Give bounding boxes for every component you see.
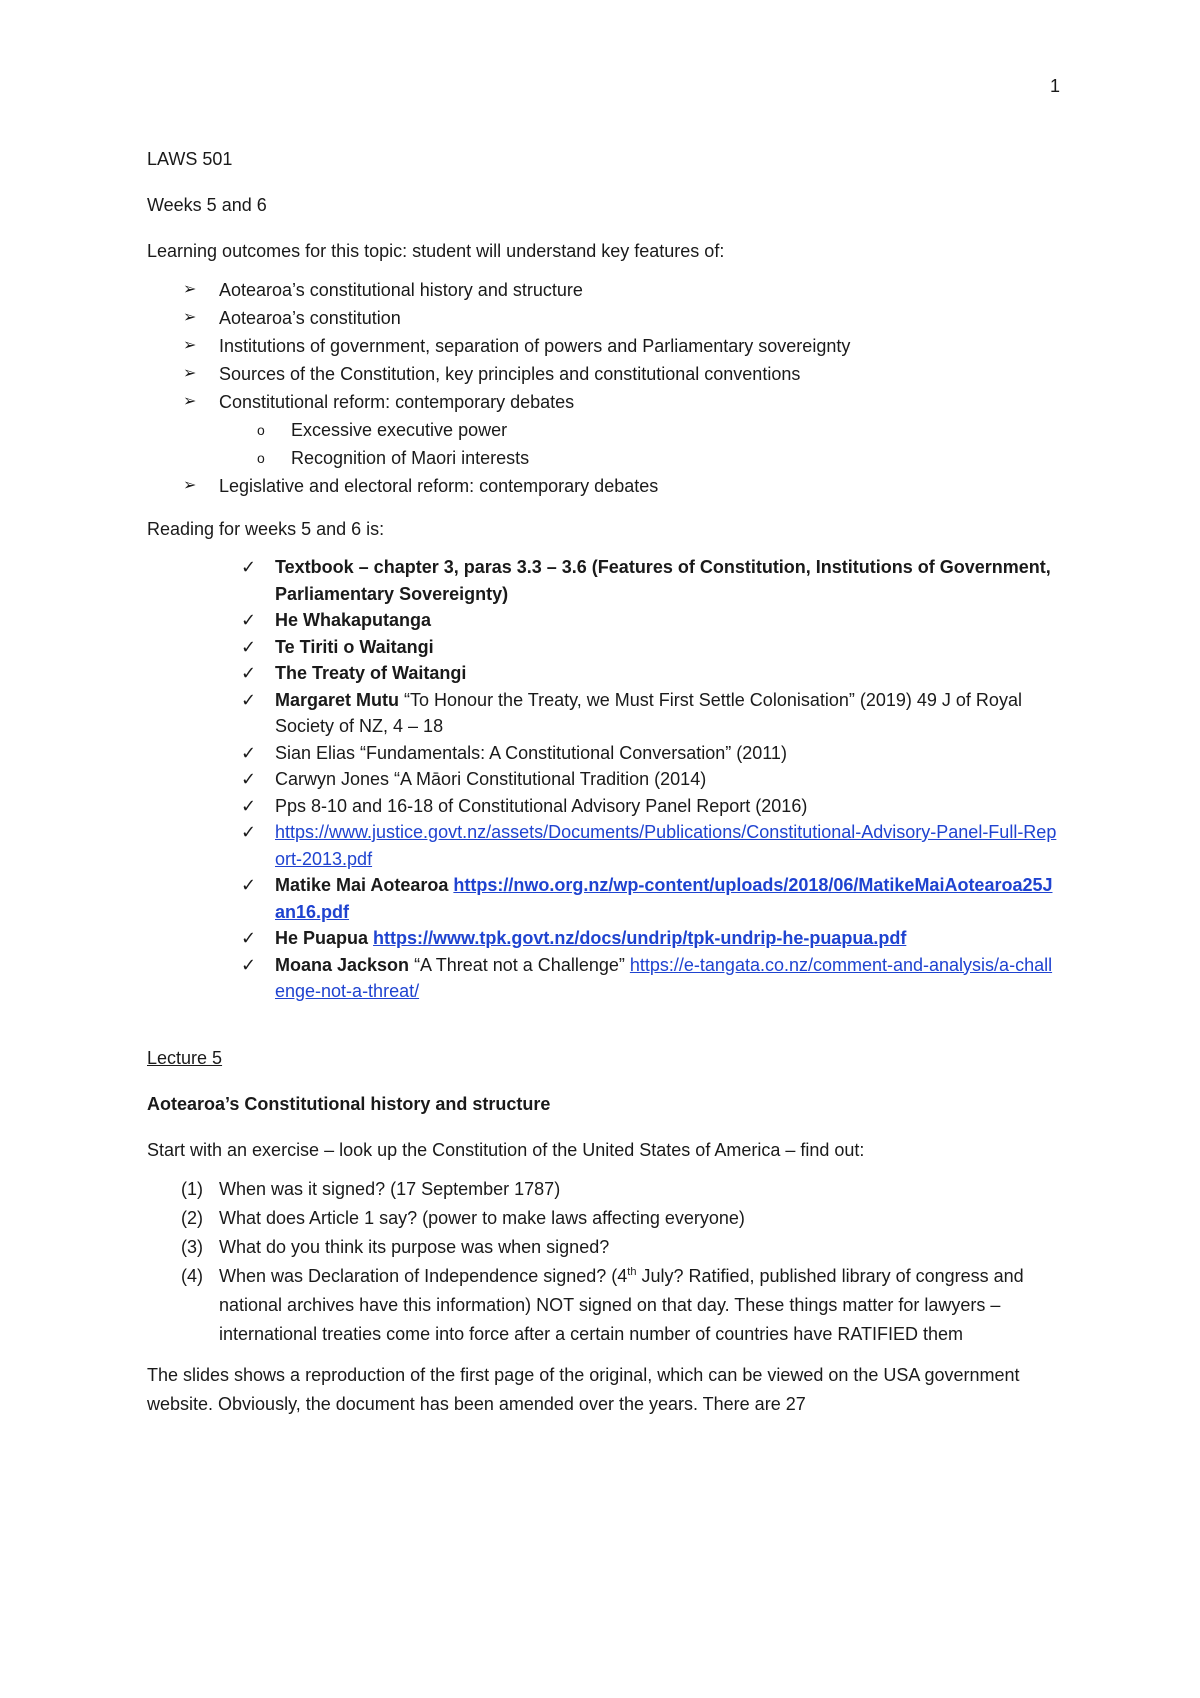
list-item: ✓ Pps 8-10 and 16-18 of Constitutional Advisory Panel Report (2016) xyxy=(147,793,1057,820)
he-puapua-link[interactable]: https://www.tpk.govt.nz/docs/undrip/tpk-undrip-he-puapua.pdf xyxy=(373,928,907,948)
list-item: ➢ Institutions of government, separation of powers and Parliamentary sovereignty xyxy=(147,332,1057,360)
checkmark-icon: ✓ xyxy=(241,822,257,842)
arrow-bullet-icon: ➢ xyxy=(183,393,197,410)
list-item: (1) When was it signed? (17 September 1787) xyxy=(181,1178,561,1199)
sub-outcomes-list xyxy=(147,416,1057,472)
checkmark-icon: ✓ xyxy=(241,742,257,763)
course-code: LAWS 501 xyxy=(147,149,233,169)
matike-mai-link[interactable]: https://nwo.org.nz/wp-content/uploads/2018/06/MatikeMaiAotearoa25Jan16.pdf xyxy=(275,875,1053,922)
reading-intro: Reading for weeks 5 and 6 is: xyxy=(147,519,385,539)
list-item: ✓ Te Tiriti o Waitangi xyxy=(147,634,1057,661)
checkmark-icon: ✓ xyxy=(241,769,257,789)
checkmark-icon: ✓ xyxy=(241,610,257,630)
e-tangata-link[interactable]: https://e-tangata.co.nz/comment-and-analysis/a-challenge-not-a-threat/ xyxy=(275,954,1053,1001)
exercise-intro: Start with an exercise – look up the Constitution of the United States of America – find out: xyxy=(147,1139,865,1160)
learning-outcomes-list xyxy=(147,276,1057,500)
checkmark-icon: ✓ xyxy=(241,795,257,816)
list-item: ➢ Constitutional reform: contemporary debates o Excessive executive power o Recognition of Maori interests xyxy=(147,388,1057,472)
arrow-bullet-icon: ➢ xyxy=(183,337,197,354)
list-item: ➢ Legislative and electoral reform: contemporary debates xyxy=(147,472,1057,500)
list-item: (3) What do you think its purpose was when signed? xyxy=(181,1236,610,1257)
learning-outcomes-intro: Learning outcomes for this topic: student will understand key features of: xyxy=(147,241,725,261)
list-item: ✓ The Treaty of Waitangi xyxy=(147,660,1057,687)
weeks-heading: Weeks 5 and 6 xyxy=(147,195,267,215)
checkmark-icon: ✓ xyxy=(241,689,257,710)
section-heading: Aotearoa’s Constitutional history and structure xyxy=(147,1093,551,1114)
list-item: o Recognition of Maori interests xyxy=(147,444,1057,472)
document-body xyxy=(147,146,1057,1419)
circle-bullet-icon: o xyxy=(257,450,265,466)
arrow-bullet-icon: ➢ xyxy=(183,281,197,298)
list-item: ✓ He Whakaputanga xyxy=(147,607,1057,634)
reading-list xyxy=(147,554,1057,1005)
checkmark-icon: ✓ xyxy=(241,636,257,657)
list-item: (2) What does Article 1 say? (power to make laws affecting everyone) xyxy=(181,1207,745,1228)
list-item: ✓ Moana Jackson “A Threat not a Challenge” https://e-tangata.co.nz/comment-and-analysis/a-challenge-not-a-threat/ xyxy=(147,952,1057,1005)
checkmark-icon: ✓ xyxy=(241,875,257,895)
exercise-questions-list xyxy=(147,1175,1057,1349)
list-item: ➢ Aotearoa’s constitutional history and structure xyxy=(147,276,1057,304)
page-number: 1 xyxy=(1049,76,1060,96)
checkmark-icon: ✓ xyxy=(241,954,257,975)
list-item: ✓ He Puapua https://www.tpk.govt.nz/docs/undrip/tpk-undrip-he-puapua.pdf xyxy=(147,925,1057,952)
lecture-label: Lecture 5 xyxy=(147,1047,223,1068)
list-item: ✓ Sian Elias “Fundamentals: A Constitutional Conversation” (2011) xyxy=(147,740,1057,767)
closing-paragraph: The slides shows a reproduction of the first page of the original, which can be viewed on the USA government website. Obviously, the document has been amended over the years. There are 27 xyxy=(147,1364,1020,1414)
checkmark-icon: ✓ xyxy=(241,557,257,577)
arrow-bullet-icon: ➢ xyxy=(183,309,197,326)
list-item: ✓ Carwyn Jones “A Māori Constitutional Tradition (2014) xyxy=(147,766,1057,793)
list-item: o Excessive executive power xyxy=(147,416,1057,444)
list-item xyxy=(147,819,1057,872)
checkmark-icon: ✓ xyxy=(241,663,257,683)
list-item: ✓ Textbook – chapter 3, paras 3.3 – 3.6 (Features of Constitution, Institutions of Government, Parliamentary Sovereignty) xyxy=(147,554,1057,607)
list-item: ➢ Sources of the Constitution, key principles and constitutional conventions xyxy=(147,360,1057,388)
justice-report-link[interactable]: https://www.justice.govt.nz/assets/Documents/Publications/Constitutional-Advisory-Panel-Full-Report-2013.pdf xyxy=(275,822,1057,869)
list-item: ✓ Matike Mai Aotearoa https://nwo.org.nz/wp-content/uploads/2018/06/MatikeMaiAotearoa25Jan16.pdf xyxy=(147,872,1057,925)
arrow-bullet-icon: ➢ xyxy=(183,477,197,494)
list-item: ➢ Aotearoa’s constitution xyxy=(147,304,1057,332)
list-item: (4) When was Declaration of Independence signed? (4th July? Ratified, published library of congress and national archives have this information) NOT signed on that day. These things matter for lawyers – international treaties come into force after a certain number of countries have RATIFIED them xyxy=(181,1265,1024,1344)
arrow-bullet-icon: ➢ xyxy=(183,365,197,382)
list-item: ✓ Margaret Mutu “To Honour the Treaty, we Must First Settle Colonisation” (2019) 49 J of Royal Society of NZ, 4 – 18 xyxy=(147,687,1057,740)
circle-bullet-icon: o xyxy=(257,422,265,438)
checkmark-icon: ✓ xyxy=(241,928,257,948)
